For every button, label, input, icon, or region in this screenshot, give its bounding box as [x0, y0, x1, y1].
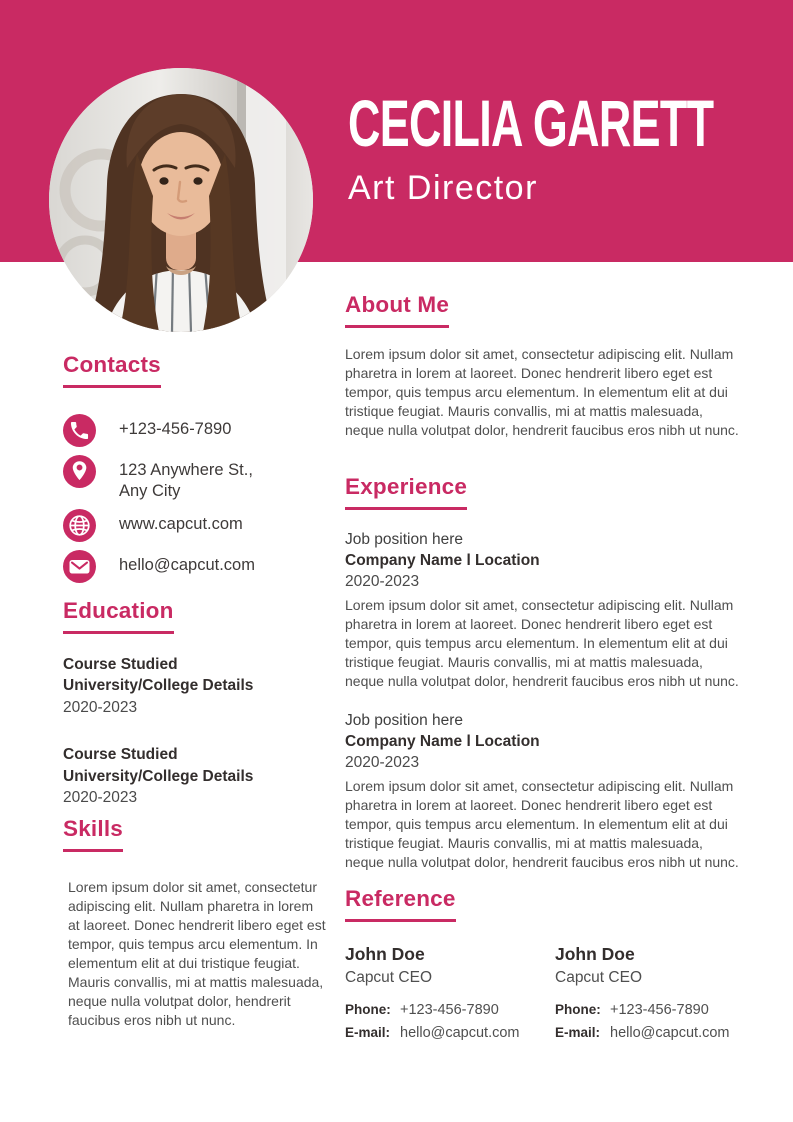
experience-heading: Experience	[345, 474, 467, 510]
experience-section	[345, 474, 743, 872]
job-description: Lorem ipsum dolor sit amet, consectetur adipiscing elit. Nullam pharetra in lorem at laoreet. Donec hendrerit libero eget est tempor, quis tempus arcu elementum. In elementum elit at dui tristique feugiat. Mauris convallis, mi at mattis malesuada, neque nulla volutpat dolor, hendrerit faucibus eros nibh ut nunc.	[345, 777, 739, 870]
job-company: Company Name l Location	[345, 732, 540, 750]
about-text: Lorem ipsum dolor sit amet, consectetur adipiscing elit. Nullam pharetra in lorem at laoreet. Donec hendrerit libero eget est tempor, quis tempus arcu elementum. In elementum elit at dui tristique feugiat. Mauris convallis, mi at mattis malesuada, neque nulla volutpat dolor, hendrerit faucibus eros nibh ut nunc.	[345, 346, 739, 439]
job-company: Company Name l Location	[345, 551, 540, 569]
reference-phone-row	[345, 1002, 555, 1018]
education-school: University/College Details	[63, 767, 254, 785]
reference-email-label: E-mail:	[345, 1024, 391, 1040]
skills-text: Lorem ipsum dolor sit amet, consectetur adipiscing elit. Nullam pharetra in lorem at laoreet. Donec hendrerit libero eget est tempor, quis tempus arcu elementum. In elementum elit at dui tristique feugiat. Mauris convallis, mi at mattis malesuada, neque nulla volutpat dolor, hendrerit faucibus eros nibh ut nunc.	[68, 879, 326, 1029]
skills-section	[63, 816, 327, 1030]
education-list	[63, 654, 325, 808]
globe-icon	[63, 509, 96, 542]
envelope-icon	[63, 550, 96, 583]
contact-phone: +123-456-7890	[119, 420, 232, 438]
education-course: Course Studied	[63, 746, 178, 764]
job-position: Job position here	[345, 711, 464, 729]
reference-contacts	[345, 1002, 555, 1041]
reference-phone-value: +123-456-7890	[400, 1001, 499, 1018]
contact-row-phone	[63, 414, 325, 447]
reference-email-value: hello@capcut.com	[610, 1024, 730, 1041]
reference-phone-value: +123-456-7890	[610, 1001, 709, 1018]
education-years: 2020-2023	[63, 698, 138, 716]
reference-name: John Doe	[555, 944, 635, 964]
reference-role: Capcut CEO	[555, 968, 643, 986]
header	[348, 86, 793, 208]
contact-row-email	[63, 550, 325, 583]
profile-photo	[49, 68, 313, 332]
person-name: CECILIA GARETT	[348, 86, 714, 160]
contacts-heading: Contacts	[63, 352, 161, 388]
job-position: Job position here	[345, 531, 464, 548]
experience-entry	[345, 711, 743, 872]
experience-entry	[345, 530, 743, 691]
education-school: University/College Details	[63, 677, 254, 695]
profile-photo-illustration	[49, 68, 313, 332]
reference-phone-label: Phone:	[345, 1001, 391, 1017]
person-job-title: Art Director	[348, 168, 538, 207]
skills-heading: Skills	[63, 816, 123, 852]
reference-heading: Reference	[345, 886, 456, 922]
education-section	[63, 598, 325, 808]
reference-contacts	[555, 1002, 745, 1041]
job-years: 2020-2023	[345, 572, 420, 590]
education-entry	[63, 744, 325, 808]
contact-address	[119, 460, 253, 501]
reference-email-label: E-mail:	[555, 1024, 601, 1040]
education-course: Course Studied	[63, 656, 178, 673]
contact-row-address	[63, 455, 325, 501]
contact-row-website	[63, 509, 325, 542]
education-years: 2020-2023	[63, 788, 138, 806]
reference-phone-label: Phone:	[555, 1001, 601, 1017]
education-heading: Education	[63, 598, 174, 634]
education-entry	[63, 654, 325, 718]
reference-card	[555, 944, 745, 1041]
contact-website: www.capcut.com	[119, 515, 243, 534]
reference-card	[345, 944, 555, 1041]
reference-name: John Doe	[345, 944, 425, 964]
location-icon	[63, 455, 96, 488]
phone-icon	[63, 414, 96, 447]
reference-email-value: hello@capcut.com	[400, 1024, 520, 1041]
contact-address-line1: 123 Anywhere St.,	[119, 461, 253, 479]
about-section	[345, 292, 743, 440]
reference-email-row	[345, 1025, 555, 1041]
job-years: 2020-2023	[345, 753, 420, 771]
contact-address-line2: Any City	[119, 481, 181, 500]
contacts-section	[63, 352, 325, 583]
job-description: Lorem ipsum dolor sit amet, consectetur adipiscing elit. Nullam pharetra in lorem at laoreet. Donec hendrerit libero eget est tempor, quis tempus arcu elementum. In elementum elit at dui tristique feugiat. Mauris convallis, mi at mattis malesuada, neque nulla volutpat dolor, hendrerit faucibus eros nibh ut nunc.	[345, 596, 739, 689]
reference-list	[345, 944, 745, 1041]
contact-email: hello@capcut.com	[119, 556, 255, 575]
reference-section	[345, 886, 745, 1041]
reference-phone-row	[555, 1002, 745, 1018]
experience-list	[345, 530, 743, 872]
contacts-list	[63, 414, 325, 583]
reference-email-row	[555, 1025, 745, 1041]
reference-role: Capcut CEO	[345, 968, 433, 986]
about-heading: About Me	[345, 292, 449, 328]
